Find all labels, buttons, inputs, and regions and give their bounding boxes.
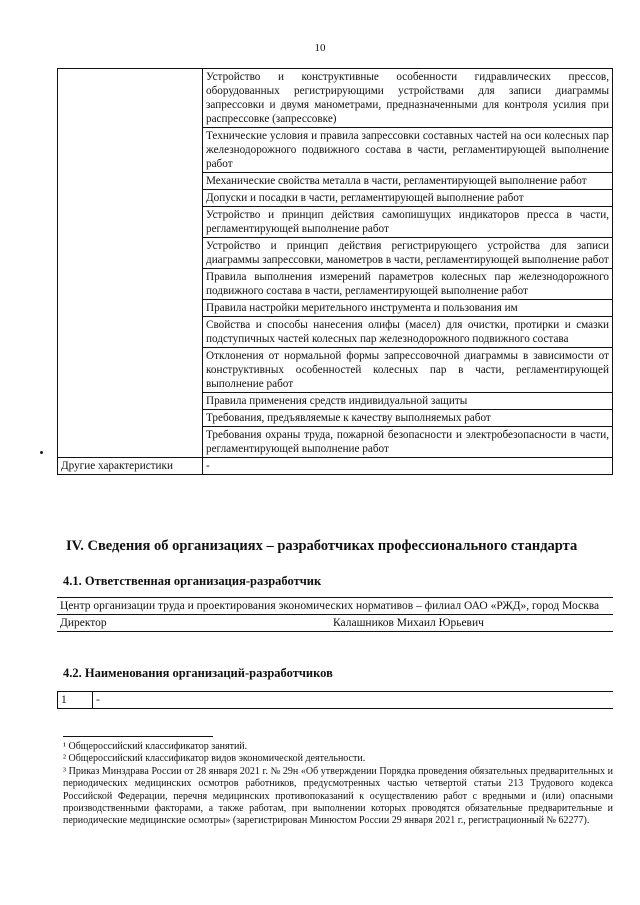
developers-table: [57, 691, 613, 709]
page-number: 10: [314, 42, 326, 54]
developer-name: -: [93, 692, 614, 709]
requirement-text: Правила выполнения измерений параметров колесных пар железнодорожного подвижного состава в части, регламентирующей выполнение работ: [203, 269, 613, 300]
requirement-text: Отклонения от нормальной формы запрессовочной диаграммы в зависимости от конструктивных особенностей колесных пар в части, регламентирующей выполнение работ: [203, 348, 613, 393]
requirement-text: Требования охраны труда, пожарной безопасности и электробезопасности в части, регламентирующей выполнение работ: [203, 427, 613, 458]
responsible-org-heading: 4.1. Ответственная организация-разработчик: [63, 574, 322, 588]
footnotes: [63, 741, 613, 828]
requirements-label-cell: [58, 69, 203, 458]
org-name: Центр организации труда и проектирования экономических нормативов – филиал ОАО «РЖД», город Москва: [57, 598, 613, 615]
requirements-table: [57, 68, 613, 475]
requirement-text: Допуски и посадки в части, регламентирующей выполнение работ: [203, 190, 613, 207]
requirement-text: Устройство и конструктивные особенности гидравлических прессов, оборудованных регистрирующими устройствами для записи диаграммы запрессовки и двумя манометрами, предназначенными для контроля усилия при распрессовке (запрессовке): [203, 69, 613, 128]
requirement-text: Устройство и принцип действия самопишущих индикаторов пресса в части, регламентирующей выполнение работ: [203, 207, 613, 238]
other-characteristics-value: -: [203, 458, 613, 475]
requirement-text: Устройство и принцип действия регистрирующего устройства для записи диаграммы запрессовки, манометров в части, регламентирующей выполнение работ: [203, 238, 613, 269]
developer-row: [58, 692, 614, 709]
requirement-text: Правила применения средств индивидуальной защиты: [203, 393, 613, 410]
requirement-text: Свойства и способы нанесения олифы (масел) для очистки, протирки и смазки подступичных частей колесных пар железнодорожного подвижного состава: [203, 317, 613, 348]
requirement-row: [58, 69, 613, 128]
footnote: ² Общероссийский классификатор видов экономической деятельности.: [63, 753, 366, 765]
other-characteristics-label: Другие характеристики: [58, 458, 203, 475]
developer-number: 1: [58, 692, 93, 709]
footnote: ¹ Общероссийский классификатор занятий.: [63, 741, 248, 752]
requirement-text: Механические свойства металла в части, регламентирующей выполнение работ: [203, 173, 613, 190]
developers-heading: 4.2. Наименования организаций-разработчиков: [63, 666, 333, 680]
responsible-org-table: [57, 597, 613, 632]
other-characteristics-row: [58, 458, 613, 475]
director-name: Калашников Михаил Юрьевич: [133, 615, 613, 632]
requirement-text: Технические условия и правила запрессовки составных частей на оси колесных пар железнодорожного подвижного состава в части, регламентирующей выполнение работ: [203, 128, 613, 173]
scan-dot: [40, 451, 43, 454]
requirement-text: Требования, предъявляемые к качеству выполняемых работ: [203, 410, 613, 427]
footnote-rule: [63, 736, 213, 737]
requirement-text: Правила настройки мерительного инструмента и пользования им: [203, 300, 613, 317]
director-position: Директор: [57, 615, 133, 632]
footnote: ³ Приказ Минздрава России от 28 января 2021 г. № 29н «Об утверждении Порядка проведения обязательных предварительных и периодических медицинских осмотров работников, предусмотренных частью четвертой статьи 213 Трудового кодекса Российской Федерации, перечня медицинских противопоказаний к осуществлению работ с вредными и (или) опасными производственными факторами, а также работам, при выполнении которых проводятся обязательные предварительные и периодические медицинские осмотры» (зарегистрирован Минюстом России 29 января 2021 г., регистрационный № 62277).: [63, 765, 613, 827]
section-title: IV. Сведения об организациях – разработчиках профессионального стандарта: [66, 538, 578, 554]
